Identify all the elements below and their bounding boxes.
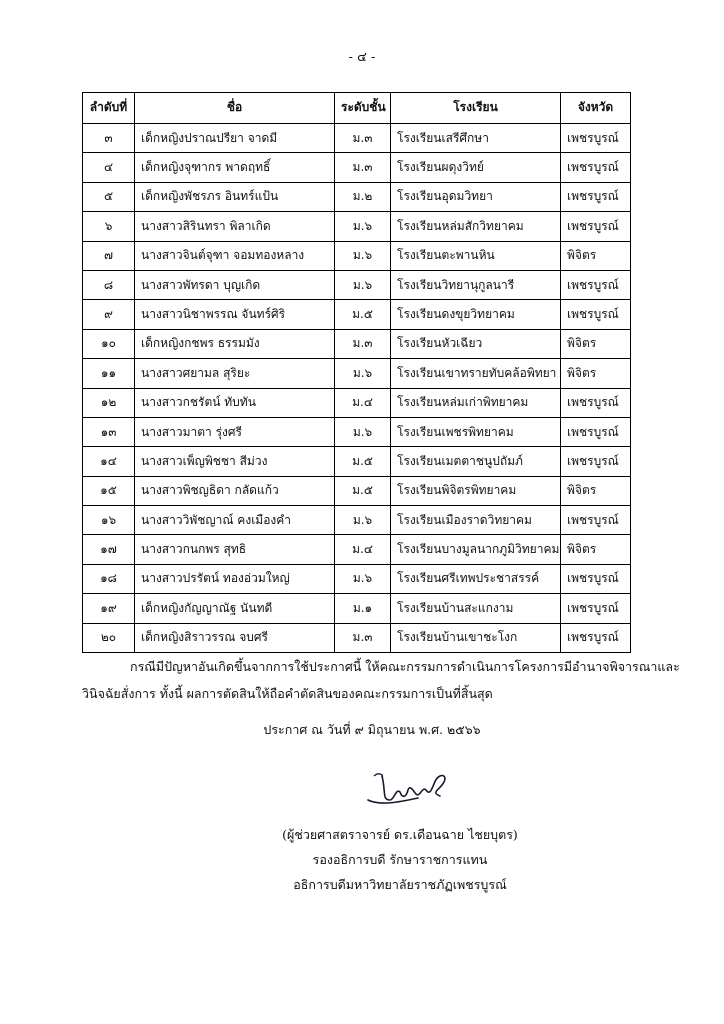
row-province: เพชรบูรณ์	[561, 270, 631, 299]
row-school: โรงเรียนตะพานหิน	[391, 241, 561, 270]
row-school: โรงเรียนหล่มเก่าพิทยาคม	[391, 388, 561, 417]
row-school: โรงเรียนผดุงวิทย์	[391, 153, 561, 182]
row-order: ๙	[83, 300, 135, 329]
row-school: โรงเรียนบ้านเขาชะโงก	[391, 623, 561, 652]
table-body	[83, 124, 631, 653]
signer-block	[250, 822, 550, 897]
table-row	[83, 388, 631, 417]
row-province: พิจิตร	[561, 329, 631, 358]
table-row	[83, 623, 631, 652]
row-name: นางสาววิพัชญาณ์ คงเมืองคำ	[135, 506, 335, 535]
row-order: ๑๓	[83, 417, 135, 446]
row-school: โรงเรียนพิจิตรพิทยาคม	[391, 476, 561, 505]
table-row	[83, 153, 631, 182]
row-name: เด็กหญิงสิราวรรณ จบศรี	[135, 623, 335, 652]
row-province: เพชรบูรณ์	[561, 153, 631, 182]
row-province: เพชรบูรณ์	[561, 417, 631, 446]
row-name: เด็กหญิงจุฑากร พาดฤทธิ์	[135, 153, 335, 182]
row-school: โรงเรียนหล่มสักวิทยาคม	[391, 212, 561, 241]
row-order: ๔	[83, 153, 135, 182]
header-school: โรงเรียน	[391, 93, 561, 124]
row-school: โรงเรียนเพชรพิทยาคม	[391, 417, 561, 446]
row-order: ๕	[83, 182, 135, 211]
row-school: โรงเรียนวิทยานุกูลนารี	[391, 270, 561, 299]
row-province: พิจิตร	[561, 359, 631, 388]
table-row	[83, 564, 631, 593]
row-name: นางสาวกนกพร สุทธิ	[135, 535, 335, 564]
table-row	[83, 124, 631, 153]
row-order: ๗	[83, 241, 135, 270]
table-row	[83, 212, 631, 241]
row-order: ๑๔	[83, 447, 135, 476]
row-name: นางสาวพิชญธิดา กลัดแก้ว	[135, 476, 335, 505]
row-order: ๘	[83, 270, 135, 299]
row-grade: ม.๓	[335, 124, 391, 153]
row-order: ๑๙	[83, 594, 135, 623]
row-grade: ม.๖	[335, 241, 391, 270]
row-order: ๑๑	[83, 359, 135, 388]
row-name: นางสาวจินต์จุฑา จอมทองหลาง	[135, 241, 335, 270]
row-name: นางสาวกชรัตน์ ทับทัน	[135, 388, 335, 417]
row-name: นางสาวนิชาพรรณ จันทร์ศิริ	[135, 300, 335, 329]
table-row	[83, 241, 631, 270]
row-order: ๑๘	[83, 564, 135, 593]
page-number: - ๔ -	[348, 50, 376, 65]
row-grade: ม.๖	[335, 359, 391, 388]
row-school: โรงเรียนเขาทรายทับคล้อพิทยา	[391, 359, 561, 388]
row-name: นางสาวสิรินทรา พิลาเกิด	[135, 212, 335, 241]
row-order: ๑๗	[83, 535, 135, 564]
awardee-table	[82, 92, 631, 653]
row-province: เพชรบูรณ์	[561, 388, 631, 417]
dispute-clause	[82, 653, 680, 707]
row-province: เพชรบูรณ์	[561, 300, 631, 329]
row-name: นางสาวเพ็ญพิชชา สีม่วง	[135, 447, 335, 476]
row-grade: ม.๕	[335, 447, 391, 476]
row-grade: ม.๓	[335, 153, 391, 182]
table-row	[83, 476, 631, 505]
row-province: เพชรบูรณ์	[561, 124, 631, 153]
table-row	[83, 417, 631, 446]
row-school: โรงเรียนเมืองราดวิทยาคม	[391, 506, 561, 535]
row-grade: ม.๕	[335, 300, 391, 329]
row-province: พิจิตร	[561, 241, 631, 270]
row-school: โรงเรียนอุดมวิทยา	[391, 182, 561, 211]
table-header-row	[83, 93, 631, 124]
row-province: เพชรบูรณ์	[561, 594, 631, 623]
row-name: เด็กหญิงกัญญาณัฐ นันทดี	[135, 594, 335, 623]
row-order: ๒๐	[83, 623, 135, 652]
clause-line-1: กรณีมีปัญหาอันเกิดขึ้นจากการใช้ประกาศนี้ ให้คณะกรรมการดำเนินการโครงการมีอำนาจพิจารณาและ	[130, 659, 680, 674]
row-school: โรงเรียนเมตตาชนูปถัมภ์	[391, 447, 561, 476]
table-row	[83, 447, 631, 476]
row-province: เพชรบูรณ์	[561, 212, 631, 241]
row-name: นางสาวมาตา รุ่งศรี	[135, 417, 335, 446]
row-order: ๑๐	[83, 329, 135, 358]
row-order: ๓	[83, 124, 135, 153]
row-name: เด็กหญิงพัชรภร อินทร์แป้น	[135, 182, 335, 211]
row-province: เพชรบูรณ์	[561, 564, 631, 593]
row-province: พิจิตร	[561, 535, 631, 564]
table-row	[83, 300, 631, 329]
row-province: พิจิตร	[561, 476, 631, 505]
row-grade: ม.๑	[335, 594, 391, 623]
table-row	[83, 506, 631, 535]
row-school: โรงเรียนหัวเฉียว	[391, 329, 561, 358]
signer-name: (ผู้ช่วยศาสตราจารย์ ดร.เดือนฉาย ไชยบุตร)	[282, 827, 518, 842]
row-grade: ม.๔	[335, 535, 391, 564]
row-school: โรงเรียนบ้านสะแกงาม	[391, 594, 561, 623]
table-row	[83, 594, 631, 623]
clause-line-2: วินิจฉัยสั่งการ ทั้งนี้ ผลการตัดสินให้ถือคำตัดสินของคณะกรรมการเป็นที่สิ้นสุด	[82, 686, 493, 701]
row-grade: ม.๖	[335, 270, 391, 299]
row-grade: ม.๖	[335, 417, 391, 446]
row-school: โรงเรียนดงขุยวิทยาคม	[391, 300, 561, 329]
row-school: โรงเรียนศรีเทพประชาสรรค์	[391, 564, 561, 593]
header-province: จังหวัด	[561, 93, 631, 124]
row-school: โรงเรียนบางมูลนากภูมิวิทยาคม	[391, 535, 561, 564]
signature-image	[360, 762, 470, 812]
table-row	[83, 182, 631, 211]
header-name: ชื่อ	[135, 93, 335, 124]
row-name: นางสาวพัทรดา บุญเกิด	[135, 270, 335, 299]
row-order: ๑๒	[83, 388, 135, 417]
row-grade: ม.๓	[335, 329, 391, 358]
row-grade: ม.๖	[335, 506, 391, 535]
row-grade: ม.๖	[335, 564, 391, 593]
table-row	[83, 359, 631, 388]
row-province: เพชรบูรณ์	[561, 623, 631, 652]
row-name: นางสาวปรรัตน์ ทองอ่วมใหญ่	[135, 564, 335, 593]
table-row	[83, 329, 631, 358]
row-order: ๑๕	[83, 476, 135, 505]
table-row	[83, 270, 631, 299]
row-province: เพชรบูรณ์	[561, 447, 631, 476]
table-row	[83, 535, 631, 564]
row-order: ๑๖	[83, 506, 135, 535]
row-order: ๖	[83, 212, 135, 241]
header-order: ลำดับที่	[83, 93, 135, 124]
row-name: เด็กหญิงกชพร ธรรมมัง	[135, 329, 335, 358]
header-grade: ระดับชั้น	[335, 93, 391, 124]
signer-position-2: อธิการบดีมหาวิทยาลัยราชภัฏเพชรบูรณ์	[293, 877, 507, 892]
signer-position-1: รองอธิการบดี รักษาราชการแทน	[312, 852, 488, 867]
row-grade: ม.๓	[335, 623, 391, 652]
row-grade: ม.๕	[335, 476, 391, 505]
row-grade: ม.๒	[335, 182, 391, 211]
row-school: โรงเรียนเสรีศึกษา	[391, 124, 561, 153]
row-name: เด็กหญิงปราณปรียา จาดมี	[135, 124, 335, 153]
row-grade: ม.๔	[335, 388, 391, 417]
row-grade: ม.๖	[335, 212, 391, 241]
row-province: เพชรบูรณ์	[561, 506, 631, 535]
row-name: นางสาวศยามล สุริยะ	[135, 359, 335, 388]
announcement-date: ประกาศ ณ วันที่ ๙ มิถุนายน พ.ศ. ๒๕๖๖	[263, 722, 481, 737]
row-province: เพชรบูรณ์	[561, 182, 631, 211]
